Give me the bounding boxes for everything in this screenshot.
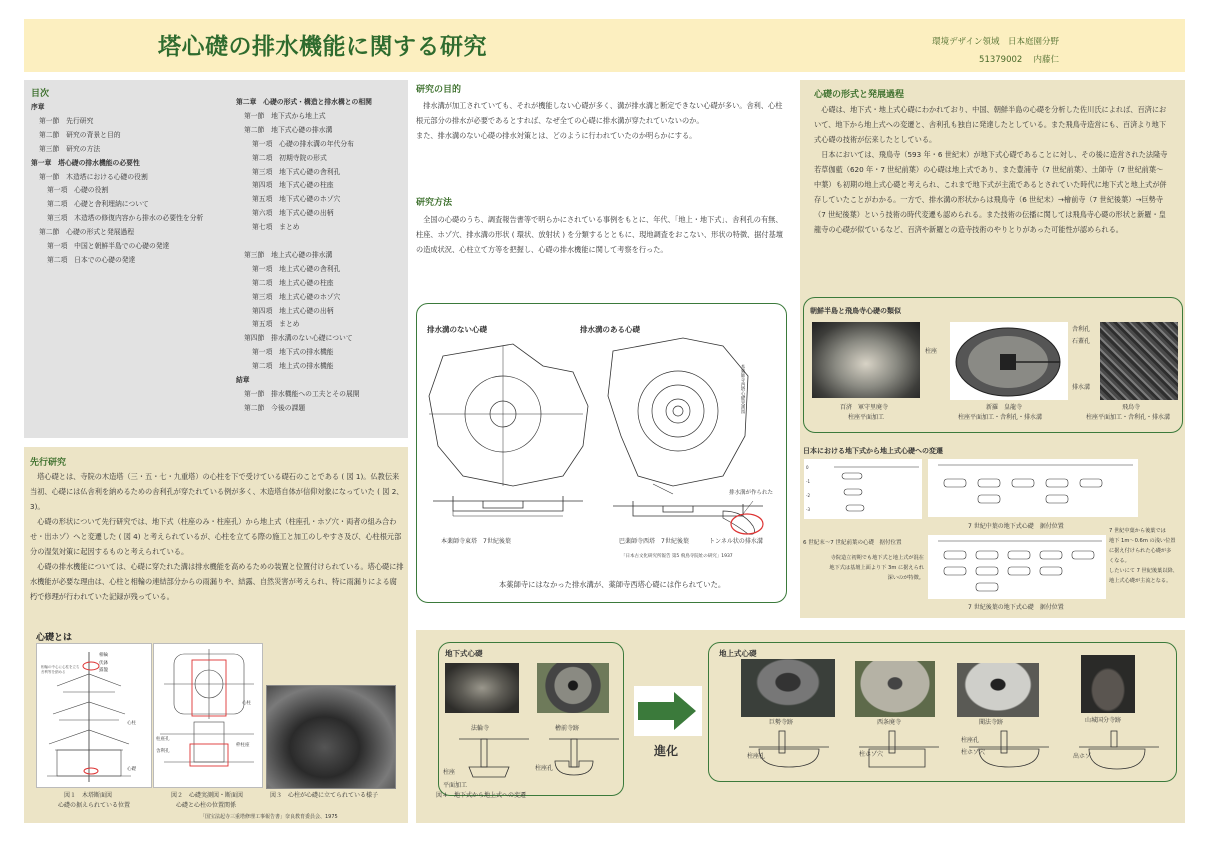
- photo-saijo: [855, 661, 935, 717]
- toc-column-1: [31, 101, 241, 268]
- asuka-caption-2: 柱座平面加工・舎利孔・排水溝: [1086, 414, 1171, 421]
- korea-label-chuza: 柱座: [925, 348, 938, 355]
- fig1-small-note-1: 相輪の中心に心柱を立ち: [41, 665, 80, 669]
- right-drawing-title: 排水溝のある心礎: [580, 325, 640, 334]
- fig1-label-shinchu: 心柱: [127, 721, 136, 726]
- label-saijo: 西条廃寺: [877, 719, 902, 726]
- fig1-label-shinso: 心礎: [127, 767, 136, 772]
- korea-title: 朝鮮半島と飛鳥寺心礎の類似: [810, 307, 901, 315]
- korea-label-haisuikou: 排水溝: [1072, 384, 1091, 391]
- figure-3-photo: [266, 685, 396, 789]
- label-zachu-2: 柱座孔: [535, 765, 554, 772]
- figure-4-caption: 図４ 地下式から地上式への変遷: [436, 792, 527, 799]
- label-kose: 巨勢寺跡: [769, 719, 794, 726]
- toc-item: 第五項 まとめ: [252, 320, 300, 329]
- transition-sub-2: 7 世紀後葉の地下式心礎 据付位置: [968, 604, 1064, 611]
- form-text-2: 日本においては、飛鳥寺（593 年・6 世紀末）が地下式心礎であることに対し、その後に造営された法隆寺若草伽藍（620 年・7 世紀前葉）の心礎は地上式であり、また豊浦寺（7 世紀前葉）、土師寺（7 世紀前葉〜中葉）も初期の地上式心礎と考えられ、これまで地下式が主流であるとされていた時代に地下式と地上式が併存していたことがわかる。一方で、排水溝の形状からは飛鳥寺（6 世紀末）→檜前寺（7 世紀後葉）→巨勢寺（7 世紀後葉）という技術の時代変遷も認められる。また技術の伝播に関しては飛鳥寺心礎の形状と新羅・皇龍寺の心礎が似ているなど、百済や新羅との造寺技術のやりとりがあった可能性が認められる。: [814, 150, 1168, 234]
- drawings-svg: [423, 336, 783, 566]
- toc-item: 第一章 塔心礎の排水機能の必要性: [31, 158, 140, 167]
- toc-item: 第二項 心礎と舎利埋納について: [47, 200, 149, 209]
- prior-text-3: 心礎の排水機能については、心礎に穿たれた溝は排水機能を高めるための装置と位置付けられている。塔心礎に排水機能が必要な理由は、心柱と相輪の連結部分からの雨漏りや、結露、自然災害が考えられ、特に雨漏りによる腐朽で修理が行われていた記録が残っている。: [30, 562, 404, 601]
- ground-title: 地上式心礎: [719, 649, 757, 658]
- toc-item: 第四項 地上式心礎の出柄: [252, 306, 334, 315]
- photo-monpo: [957, 663, 1039, 717]
- toc-item: 第二節 今後の課題: [244, 403, 306, 412]
- toc-item: 第二章 心礎の形式・構造と排水構との相関: [236, 98, 372, 106]
- toc-item: 第三項 地下式心礎の舎利孔: [252, 167, 341, 176]
- fig3-caption: 図３ 心柱が心礎に立てられている様子: [270, 792, 379, 799]
- student-info: 51379002 内藤仁: [979, 55, 1059, 65]
- evolution-label: 進化: [654, 744, 679, 758]
- label-monpo: 聞法寺跡: [979, 719, 1004, 726]
- purpose-text-1: 排水溝が加工されていても、それが機能しない心礎が多く、溝が排水溝と断定できない心礎が多い。舎利、心柱根元部分の排水が必要であるとすれば、なぜ全ての心礎に排水溝が穿たれていないのか。: [416, 101, 783, 125]
- toc-item: 第四節 排水溝のない心礎について: [244, 334, 353, 343]
- shiragi-caption: 新羅 皇龍寺: [986, 404, 1023, 411]
- toc-item: 第一節 先行研究: [39, 116, 94, 125]
- figure-source: 「国宝法起寺三重塔修理工事報告書」奈良教育委員会、1975: [200, 814, 338, 820]
- left-drawing-title: 排水溝のない心礎: [427, 325, 487, 334]
- label-heimen: 平面加工: [443, 782, 468, 789]
- toc-item: 第二項 地上式心礎の柱座: [252, 278, 334, 287]
- label-yamashiro: 山城国分寺跡: [1085, 717, 1122, 724]
- toc-item: 第四項 地下式心礎の柱座: [252, 181, 334, 190]
- photo-hinokuma: [537, 663, 609, 713]
- ground-sections: [739, 727, 1159, 779]
- transition-diagram-2: [928, 459, 1138, 517]
- svg-text:0: 0: [806, 465, 809, 470]
- fig1-label-fukubachi: 伏鉢: [99, 661, 108, 666]
- toc-item: 第一節 排水機能への工夫とその展開: [244, 390, 360, 399]
- fig1-label-sorin: 相輪: [99, 653, 108, 658]
- shiragi-caption-2: 柱座平面加工・舎利孔・排水溝: [958, 414, 1043, 421]
- toc-item: 第一項 中国と朝鮮半島での心礎の発達: [47, 242, 170, 251]
- toc-item: 第一項 心礎の排水溝の年代分布: [252, 139, 354, 148]
- kudara-caption: 百済 軍守里廃寺: [840, 404, 889, 411]
- toc-item: 第三項 地上式心礎のホゾ穴: [252, 292, 341, 301]
- fig2-label-shinchu: 心柱: [242, 701, 251, 706]
- toc-item: 第三項 木造塔の修復内容から排水の必要性を分析: [47, 214, 204, 223]
- svg-text:-3: -3: [806, 507, 810, 512]
- photo-kose: [741, 659, 835, 717]
- header-banner: [24, 19, 1185, 72]
- arrow-right-icon: [638, 692, 696, 730]
- korea-photo-asuka: [1100, 322, 1178, 400]
- toc-item: 第七項 まとめ: [252, 223, 300, 232]
- poster-title: 塔心礎の排水機能に関する研究: [158, 34, 487, 60]
- transition-left-note-title: 6 世紀末〜7 世紀前葉の心礎 据付位置: [803, 540, 902, 546]
- toc-item: 第六項 地下式心礎の出柄: [252, 209, 334, 218]
- fig2-caption-2: 心礎と心柱の位置関係: [176, 802, 237, 809]
- toc-item: 第二項 日本での心礎の発達: [47, 255, 136, 264]
- svg-text:-2: -2: [806, 493, 810, 498]
- affiliation: 環境デザイン領域 日本庭園分野: [932, 37, 1059, 47]
- drawing-conclusion: 本薬師寺にはなかった排水溝が、薬師寺西塔心礎には作られていた。: [499, 580, 726, 589]
- label-hinokuma: 檜前寺跡: [555, 725, 580, 732]
- toc-item: 第三節 地上式心礎の排水溝: [244, 250, 333, 259]
- transition-sub-1: 7 世紀中葉の地下式心礎 据付位置: [968, 523, 1064, 530]
- label-yamashiro-dehozo: 出ホゾ: [1073, 753, 1092, 760]
- toc-item: 第一項 地下式の排水機能: [252, 348, 334, 357]
- shinso-heading: 心礎とは: [36, 633, 73, 643]
- prior-text-1: 塔心礎とは、寺院の木造塔（三・五・七・九重塔）の心柱を下で受けている礎石のことである ( 図 1)。仏教伝来当初、心礎には仏舎利を納めるための舎利孔が穿たれている例が多く、木造塔自体が信仰対象になっていた ( 図 2、3)。: [30, 472, 404, 511]
- purpose-heading: 研究の目的: [416, 85, 462, 95]
- fig1-small-note-2: 舎利等を納める: [41, 670, 66, 674]
- form-text-1: 心礎は、地下式・地上式心礎にわかれており、中国、朝鮮半島の心礎を分析した佐川氏によれば、百済において、地下から地上式への変遷と、舎利孔も独自に発達したとしている。また飛鳥寺造営にも、百済より地下式心礎の技術が伝来したとしている。: [814, 105, 1167, 144]
- underground-sections: [459, 735, 619, 787]
- purpose-text-2: また、排水溝のない心礎の排水対策とは、どのように行われていたのか明らかにする。: [416, 131, 697, 140]
- prior-heading: 先行研究: [30, 458, 67, 468]
- toc-item: 第二節 研究の背景と目的: [39, 130, 121, 139]
- vertical-drawing-title: 本薬師寺西塔心礎実測図: [740, 364, 745, 414]
- prior-text-block: [30, 469, 404, 604]
- svg-text:-1: -1: [806, 479, 810, 484]
- form-development-panel: [800, 80, 1185, 618]
- fig2-label-sharikou: 舎利孔: [156, 749, 170, 754]
- underground-box: [438, 642, 624, 796]
- fig1-caption: 図１ 木塔断面図: [64, 792, 113, 799]
- toc-item: 第二項 地上式の排水機能: [252, 362, 334, 371]
- toc-item: 第三節 研究の方法: [39, 144, 101, 153]
- toc-item: 第二節 地下式心礎の排水溝: [244, 125, 333, 134]
- toc-heading: 目次: [31, 89, 50, 99]
- korea-photo-shiragi: [950, 322, 1068, 400]
- korea-label-sharikou: 舎利孔: [1072, 326, 1091, 333]
- fig1-caption-2: 心礎の据えられている位置: [58, 802, 131, 809]
- label-kose-zakou: 柱座孔: [747, 753, 766, 760]
- fig2-caption: 図２ 心礎実測図・断面図: [171, 792, 244, 799]
- evolution-arrow: [634, 686, 702, 736]
- label-horinji: 法輪寺: [471, 725, 490, 732]
- toc-item: 序章: [31, 103, 45, 111]
- transition-left-note: 寺院造立初期でも地下式と地上式が混在 地下式は基壇上面より下 3m に据えられ 深いのが特徴。: [829, 555, 924, 581]
- right-drawing-caption-1: 巴薬師寺西塔 7世紀後葉: [619, 538, 689, 545]
- label-monpo-zakou: 柱座孔: [961, 737, 980, 744]
- underground-title: 地下式心礎: [445, 649, 483, 658]
- purpose-section: [416, 82, 788, 192]
- label-monpo-hozo: 柱ホゾ穴: [961, 749, 986, 756]
- photo-horinji: [445, 663, 519, 713]
- toc-item: 第一項 心礎の役割: [47, 186, 109, 195]
- korea-comparison-box: [803, 297, 1183, 433]
- toc-item: 結章: [236, 376, 250, 385]
- figure-4-panel: [416, 630, 1185, 823]
- figure-2-section: [153, 643, 263, 788]
- drawing-comparison-panel: [416, 303, 787, 603]
- method-heading: 研究方法: [416, 198, 453, 208]
- korea-label-sekigaikou: 石蓋孔: [1072, 338, 1091, 345]
- transition-diagram-3: [928, 535, 1106, 599]
- transition-diagram-1: [804, 459, 922, 519]
- toc-item: 第二節 心礎の形式と発展過程: [39, 228, 135, 237]
- toc-item: 第二項 初期寺院の形式: [252, 153, 327, 162]
- prior-text-2: 心礎の形状について先行研究では、地下式（柱座のみ・柱座孔）から地上式（柱座孔・ホゾ穴・両者の組み合わせ・出ホゾ）へと変遷した ( 図 4) と考えられているが、心柱を立てる際の施工と加工のしやすさ及び、心柱根元部分の湿気対策に起因するものと考えられている。: [30, 517, 402, 556]
- photo-yamashiro: [1081, 655, 1135, 713]
- toc-item: 第一節 地下式から地上式: [244, 111, 326, 120]
- toc-item: [236, 235, 406, 249]
- asuka-caption: 飛鳥寺: [1122, 404, 1141, 411]
- drain-note: 排水溝が作られた: [729, 490, 774, 496]
- prior-research-panel: [24, 447, 408, 823]
- method-section: [416, 195, 788, 295]
- toc-item: 第一節 木造塔における心礎の役割: [39, 172, 148, 181]
- form-text-block: [814, 102, 1170, 237]
- kudara-caption-2: 柱座平面加工: [848, 414, 885, 421]
- fig1-label-roban: 露盤: [99, 668, 108, 673]
- transition-title: 日本における地下式から地上式心礎への変遷: [803, 447, 943, 455]
- ground-box: [708, 642, 1177, 782]
- label-saijo-hozo: 柱ホゾ穴: [859, 751, 884, 758]
- left-drawing-caption: 本薬師寺東塔 7世紀後葉: [441, 538, 511, 545]
- fig2-label-zakou: 柱座孔: [156, 737, 170, 742]
- toc-item: 第一項 地上式心礎の舎利孔: [252, 264, 341, 273]
- toc-panel: [24, 80, 408, 438]
- right-drawing-caption-2: トンネル状の排水溝: [709, 538, 763, 545]
- drawing-source: 「日本古文化研究所報告 第5 飛鳥寺院址の研究」1937: [621, 554, 733, 559]
- fig2-label-wakuchuza: 枠柱座: [236, 743, 250, 748]
- toc-item: 第五項 地下式心礎のホゾ穴: [252, 195, 341, 204]
- transition-right-note: 7 世紀中葉から後葉では 地下 1m〜0.6m の浅い位置 に据え付けられた心礎が多 くなる。 したいにて 7 世紀後葉以降、 地上式心礎が主流となる。: [1109, 528, 1178, 584]
- korea-photo-kudara: [812, 322, 920, 398]
- figure-1-pagoda: [36, 643, 152, 788]
- label-chuza: 柱座: [443, 769, 456, 776]
- form-heading: 心礎の形式と発展過程: [814, 90, 905, 100]
- toc-column-2: [236, 96, 406, 416]
- method-text: 全国の心礎のうち、調査報告書等で明らかにされている事例をもとに、年代、「地上・地下式」、舎利孔の有無、柱座、ホゾ穴、排水溝の形状 ( 環状、放射状 ) を分類するとともに、現地調査をおこない、形状の特徴、据付基壇の造成状況、心柱立て方等を把握し、心礎の排水機能に関して考察を行った。: [416, 215, 783, 254]
